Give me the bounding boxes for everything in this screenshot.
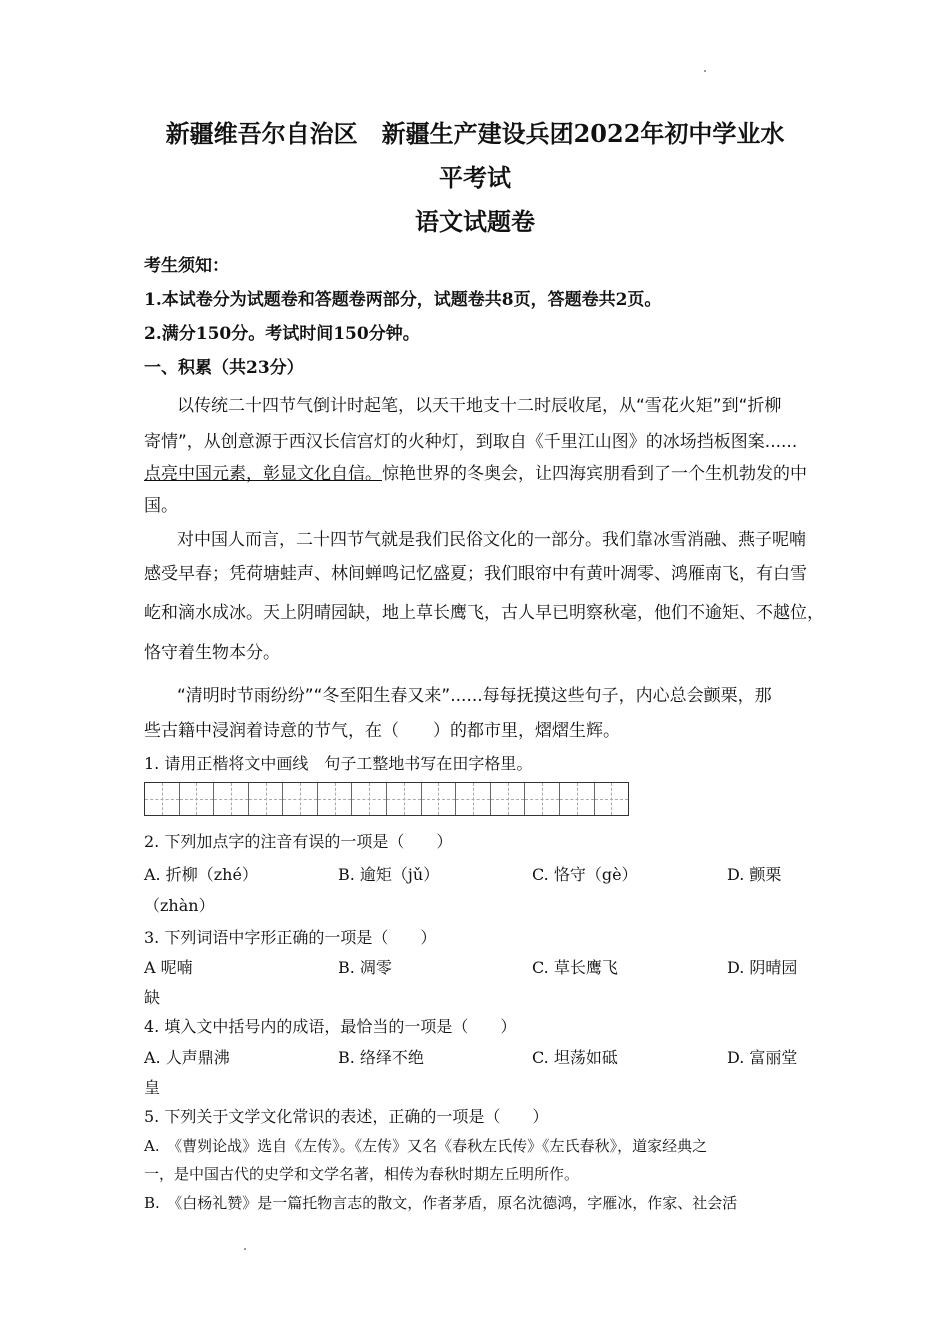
passage-line: 寄情”，从创意源于西汉长信宫灯的火种灯，到取自《千里江山图》的冰场挡板图案...... xyxy=(144,432,798,452)
q2-option-d-wrap: （zhàn） xyxy=(144,896,215,915)
q3-option-c[interactable]: C. 草长鹰飞 xyxy=(532,958,618,977)
scan-speck xyxy=(704,70,706,72)
passage-line: 以传统二十四节气倒计时起笔，以天干地支十二时辰收尾，从“雪花火矩”到“折柳 xyxy=(177,396,782,416)
tian-zi-cell[interactable] xyxy=(491,783,526,815)
passage-line: 对中国人而言，二十四节气就是我们民俗文化的一部分。我们靠冰雪消融、燕子呢喃 xyxy=(177,530,806,550)
question-2: 2. 下列加点字的注音有误的一项是（ ） xyxy=(144,832,453,851)
q3-option-d-wrap: 缺 xyxy=(144,988,161,1007)
q2-option-d[interactable]: D. 颤栗 xyxy=(727,865,782,884)
tian-zi-cell[interactable] xyxy=(456,783,491,815)
q4-option-d[interactable]: D. 富丽堂 xyxy=(727,1048,798,1067)
scan-speck xyxy=(244,1248,246,1250)
passage-line xyxy=(144,459,814,484)
tian-zi-cell[interactable] xyxy=(145,783,180,815)
question-4: 4. 填入文中括号内的成语，最恰当的一项是（ ） xyxy=(144,1017,517,1036)
q4-option-c[interactable]: C. 坦荡如砥 xyxy=(532,1048,618,1067)
tian-zi-cell[interactable] xyxy=(422,783,457,815)
tian-zi-cell[interactable] xyxy=(283,783,318,815)
subject-title: 语文试题卷 xyxy=(415,207,535,236)
q2-option-a[interactable]: A. 折柳（zhé） xyxy=(144,865,258,884)
passage-line: 国。 xyxy=(144,496,178,516)
tian-zi-cell[interactable] xyxy=(318,783,353,815)
passage-line: “清明时节雨纷纷”“冬至阳生春又来”......每每抚摸这些句子，内心总会颤栗，那 xyxy=(177,686,772,706)
q4-option-d-wrap: 皇 xyxy=(144,1078,161,1097)
tian-zi-grid[interactable] xyxy=(144,782,629,816)
tian-zi-cell[interactable] xyxy=(560,783,595,815)
notice-item-2: 2.满分150分。考试时间150分钟。 xyxy=(144,324,420,344)
q2-option-b[interactable]: B. 逾矩（jǔ） xyxy=(338,865,440,884)
q5-option-a-line2: 一，是中国古代的史学和文学名著，相传为春秋时期左丘明所作。 xyxy=(144,1165,580,1183)
underlined-sentence: 点亮中国元素，彰显文化自信。 xyxy=(144,464,382,484)
q4-option-a[interactable]: A. 人声鼎沸 xyxy=(144,1048,230,1067)
passage-line: 屹和滴水成冰。天上阴晴园缺，地上草长鹰飞，古人早已明察秋毫，他们不逾矩、不越位， xyxy=(144,603,824,623)
section-heading: 一、积累（共23分） xyxy=(144,358,304,378)
passage-line: 些古籍中浸润着诗意的节气，在（ ）的都市里，熠熠生辉。 xyxy=(144,721,620,741)
notice-heading: 考生须知： xyxy=(144,256,229,276)
tian-zi-cell[interactable] xyxy=(214,783,249,815)
passage-line: 恪守着生物本分。 xyxy=(144,643,280,663)
notice-item-1: 1.本试卷分为试题卷和答题卷两部分，试题卷共8页，答题卷共2页。 xyxy=(144,290,662,310)
q3-option-b[interactable]: B. 凋零 xyxy=(338,958,392,977)
q3-option-d[interactable]: D. 阴晴园 xyxy=(727,958,798,977)
tian-zi-cell[interactable] xyxy=(595,783,629,815)
passage-line: 感受早春；凭荷塘蛙声、林间蝉鸣记忆盛夏；我们眼帘中有黄叶凋零、鸿雁南飞，有白雪 xyxy=(144,564,807,584)
tian-zi-cell[interactable] xyxy=(387,783,422,815)
question-5: 5. 下列关于文学文化常识的表述，正确的一项是（ ） xyxy=(144,1107,549,1126)
tian-zi-cell[interactable] xyxy=(525,783,560,815)
question-1: 1. 请用正楷将文中画线 句子工整地书写在田字格里。 xyxy=(144,754,533,773)
passage-text: 惊艳世界的冬奥会，让四海宾朋看到了一个生机勃发的中 xyxy=(382,464,807,484)
tian-zi-cell[interactable] xyxy=(180,783,215,815)
exam-title-line1: 新疆维吾尔自治区 新疆生产建设兵团2022年初中学业水 xyxy=(165,119,785,148)
question-3: 3. 下列词语中字形正确的一项是（ ） xyxy=(144,928,437,947)
q5-option-a-line1[interactable]: A. 《曹刿论战》选自《左传》。《左传》又名《春秋左氏传》《左氏春秋》，道家经典之 xyxy=(144,1137,708,1155)
tian-zi-cell[interactable] xyxy=(249,783,284,815)
tian-zi-cell[interactable] xyxy=(352,783,387,815)
q5-option-b-line1[interactable]: B. 《白杨礼赞》是一篇托物言志的散文，作者茅盾，原名沈德鸿，字雁冰，作家、社会活 xyxy=(144,1194,738,1212)
exam-title-line2: 平考试 xyxy=(439,163,511,192)
q4-option-b[interactable]: B. 络绎不绝 xyxy=(338,1048,424,1067)
q3-option-a[interactable]: A 呢喃 xyxy=(144,958,193,977)
exam-title xyxy=(0,112,950,200)
q2-option-c[interactable]: C. 恪守（gè） xyxy=(532,865,638,884)
